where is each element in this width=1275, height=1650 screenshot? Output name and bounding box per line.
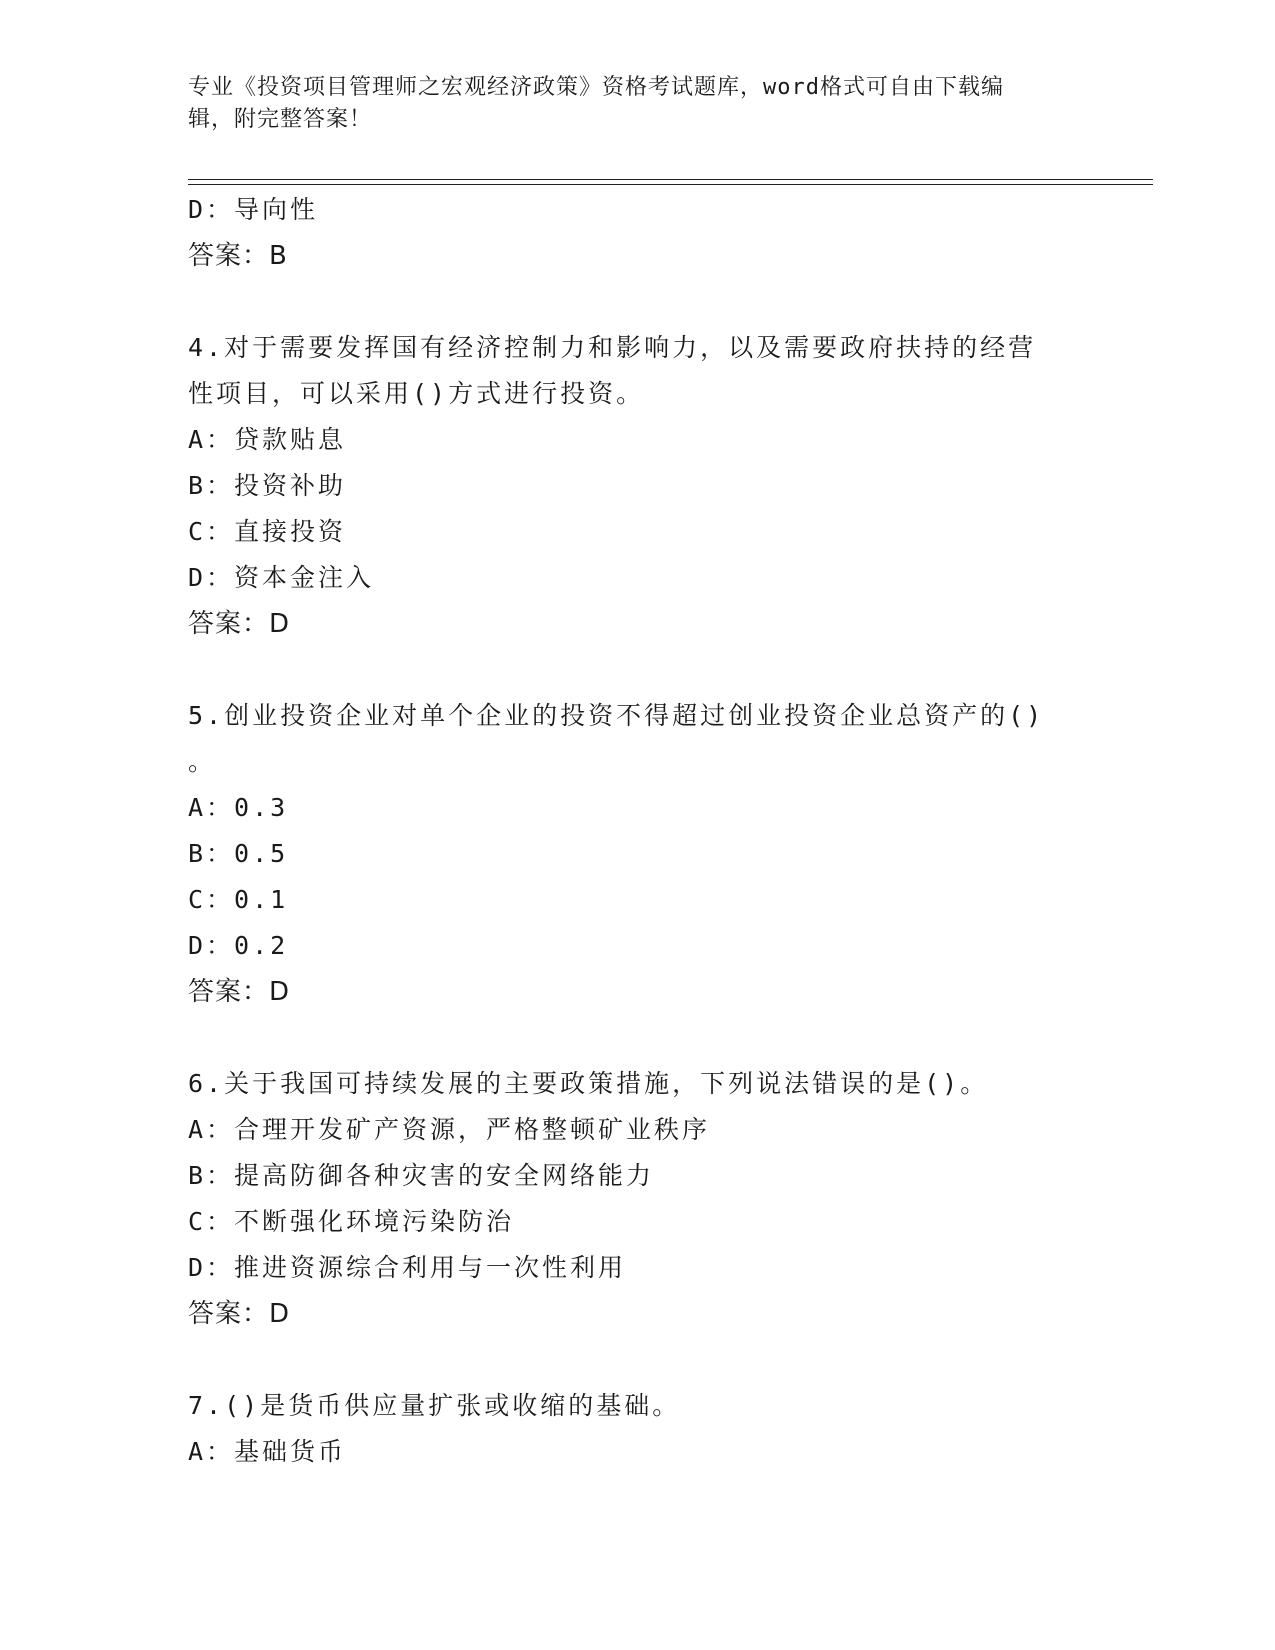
question-stem-cont: 性项目，可以采用()方式进行投资。 [188,379,645,408]
option-a: A：基础货币 [188,1437,347,1466]
question-4 [188,325,1068,647]
option-b: B：投资补助 [188,471,347,500]
question-6 [188,1061,1068,1337]
option-c: C：不断强化环境污染防治 [188,1207,515,1236]
option-d: D：导向性 [188,195,319,224]
option-b: B：0.5 [188,839,289,868]
option-a: A：贷款贴息 [188,425,347,454]
header-line-1: 专业《投资项目管理师之宏观经济政策》资格考试题库，word格式可自由下载编 [188,75,1004,100]
question-stem-cont: 。 [188,747,217,776]
header-rule-bottom [188,184,1153,185]
option-d: D：0.2 [188,931,289,960]
question-stem: 6.关于我国可持续发展的主要政策措施，下列说法错误的是()。 [188,1069,989,1098]
answer: 答案：D [188,609,291,639]
question-5 [188,693,1068,1015]
option-a: A：0.3 [188,793,289,822]
header-line-2: 辑，附完整答案！ [188,107,373,132]
answer: 答案：B [188,241,288,271]
question-stem: 5.创业投资企业对单个企业的投资不得超过创业投资企业总资产的() [188,701,1045,730]
answer: 答案：D [188,977,291,1007]
question-list [188,187,1068,1475]
option-c: C：直接投资 [188,517,347,546]
option-b: B：提高防御各种灾害的安全网络能力 [188,1161,655,1190]
question-stem: 4.对于需要发挥国有经济控制力和影响力，以及需要政府扶持的经营 [188,333,1037,362]
page-header [188,72,1068,136]
answer: 答案：D [188,1299,291,1329]
question-7 [188,1383,1068,1475]
option-a: A：合理开发矿产资源，严格整顿矿业秩序 [188,1115,711,1144]
option-d: D：资本金注入 [188,563,375,592]
question-stem: 7.()是货币供应量扩张或收缩的基础。 [188,1391,681,1420]
option-c: C：0.1 [188,885,289,914]
option-d: D：推进资源综合利用与一次性利用 [188,1253,627,1282]
header-rule-top [188,179,1153,180]
